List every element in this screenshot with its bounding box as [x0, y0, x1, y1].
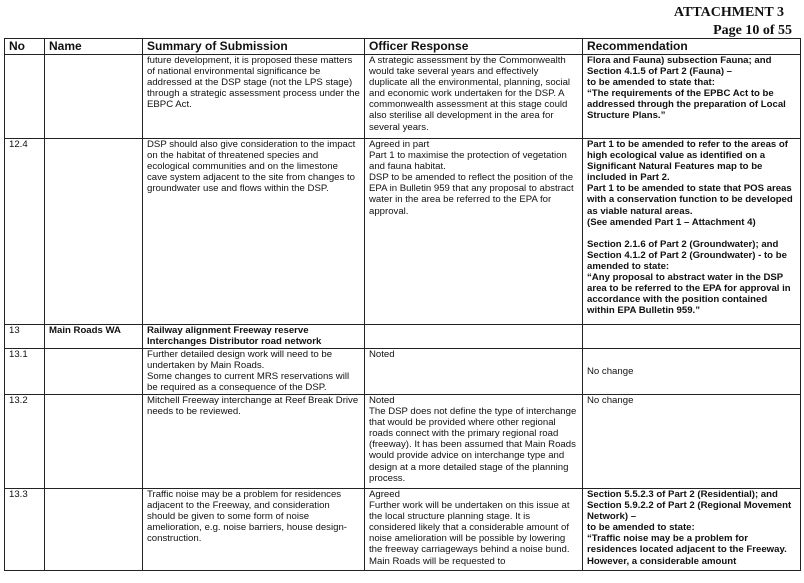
column-header-no: No	[5, 39, 45, 55]
summary-text: DSP should also give consideration to the impact on the habitat of threatened species and ecological communities and on the limestone cave system adjacent to the site from changes to groundwater use and flows within the DSP.	[147, 139, 356, 195]
row-no: 13.2	[5, 395, 45, 489]
summary-text: future development, it is proposed these matters of national environmental significance be addressed at the DSP stage (not the LPS stage) through a strategic assessment process under the EBPC Act.	[147, 55, 360, 111]
summary-text: Some changes to current MRS reservations will be required as a consequence of the DSP.	[147, 371, 350, 394]
row-summary	[143, 395, 365, 489]
row-recommendation	[583, 55, 801, 139]
row-no: 13	[5, 325, 45, 349]
recommendation-text: to be amended to state that:	[587, 77, 715, 89]
response-text: Noted	[369, 395, 395, 406]
table-row	[5, 139, 801, 325]
row-recommendation	[583, 349, 801, 395]
table-row	[5, 395, 801, 489]
recommendation-text: No change	[587, 395, 634, 406]
column-header-response: Officer Response	[365, 39, 583, 55]
recommendation-text: Flora and Fauna) subsection Fauna; and Section 4.1.5 of Part 2 (Fauna) –	[587, 55, 772, 78]
summary-text: Interchanges Distributor road network	[147, 336, 322, 348]
column-header-name: Name	[45, 39, 143, 55]
recommendation-text: to be amended to state:	[587, 522, 695, 534]
column-header-recommendation: Recommendation	[583, 39, 801, 55]
response-text: The DSP does not define the type of interchange that would be provided where other regional roads connect with the primary regional road (freeway). It has been assumed that Main Roads would provide advice on interchange type and design at a more detailed stage of the planning process.	[369, 406, 577, 484]
row-response	[365, 395, 583, 489]
attachment-label: ATTACHMENT 3	[673, 5, 784, 20]
response-text: DSP to be amended to reflect the position of the EPA in Bulletin 959 that any proposal to abstract water in the area be referred to the EPA for approval.	[369, 172, 574, 217]
submissions-table	[4, 38, 801, 571]
recommendation-text: Section 2.1.6 of Part 2 (Groundwater); and Section 4.1.2 of Part 2 (Groundwater) - to be amended to state:	[587, 238, 787, 272]
recommendation-text: (See amended Part 1 – Attachment 4)	[587, 216, 756, 228]
table-row	[5, 325, 801, 349]
row-response	[365, 55, 583, 139]
column-header-summary: Summary of Submission	[143, 39, 365, 55]
response-text: Agreed in part	[369, 139, 430, 150]
recommendation-text: Section 5.5.2.3 of Part 2 (Residential); and Section 5.9.2.2 of Part 2 (Regional Movement Network) –	[587, 489, 792, 523]
row-name	[45, 349, 143, 395]
row-no	[5, 55, 45, 139]
response-text: Further work will be undertaken on this issue at the local structure planning stage. It is considered likely that a considerable amount of noise amelioration will be possible by lowering the freeway carriageways behind a noise bund. Main Roads will be requested to	[369, 500, 570, 567]
recommendation-text: “Any proposal to abstract water in the DSP area to be referred to the EPA for approval in accordance with the position contained within EPA Bulletin 959.”	[587, 272, 791, 317]
recommendation-text: “Traffic noise may be a problem for residences located adjacent to the Freeway. However, a considerable amount	[587, 533, 787, 567]
row-recommendation	[583, 139, 801, 325]
row-recommendation	[583, 489, 801, 571]
row-name	[45, 395, 143, 489]
row-name	[45, 489, 143, 571]
row-recommendation	[583, 325, 801, 349]
row-no: 13.3	[5, 489, 45, 571]
response-text: A strategic assessment by the Commonwealth would take several years and effectively duplicate all the environmental, planning, social and economic work undertaken for the DSP. A commonwealth assessment at this stage could also sterilise all development in the area for several years.	[369, 55, 571, 133]
page-number: Page 10 of 55	[713, 23, 792, 38]
row-recommendation	[583, 395, 801, 489]
row-summary	[143, 489, 365, 571]
response-text: Part 1 to maximise the protection of vegetation and fauna habitat.	[369, 150, 567, 173]
table-row	[5, 55, 801, 139]
row-response	[365, 139, 583, 325]
summary-text: Further detailed design work will need to be undertaken by Main Roads.	[147, 349, 333, 372]
recommendation-text: “The requirements of the EPBC Act to be addressed through the preparation of Local Structure Plans.”	[587, 88, 786, 122]
table-header-row	[5, 39, 801, 55]
row-response	[365, 349, 583, 395]
row-summary	[143, 325, 365, 349]
response-text: Agreed	[369, 489, 400, 500]
row-summary	[143, 349, 365, 395]
row-no: 13.1	[5, 349, 45, 395]
recommendation-text: Part 1 to be amended to state that POS areas with a conservation function to be developed as viable natural areas.	[587, 183, 793, 217]
recommendation-text: Part 1 to be amended to refer to the areas of high ecological value as identified on a Significant Natural Features map to be included in Part 2.	[587, 139, 788, 184]
row-no: 12.4	[5, 139, 45, 325]
summary-text: Traffic noise may be a problem for residences adjacent to the Freeway, and consideration should be given to some form of noise amelioration, e.g. noise barriers, house design-construction.	[147, 489, 347, 545]
table-row	[5, 489, 801, 571]
recommendation-text: No change	[587, 365, 634, 377]
row-response	[365, 325, 583, 349]
row-name	[45, 55, 143, 139]
table-row	[5, 349, 801, 395]
row-name	[45, 139, 143, 325]
row-summary	[143, 55, 365, 139]
response-text: Noted	[369, 349, 395, 360]
summary-text: Mitchell Freeway interchange at Reef Break Drive needs to be reviewed.	[147, 395, 359, 418]
row-summary	[143, 139, 365, 325]
summary-text: Railway alignment Freeway reserve	[147, 325, 309, 336]
row-name: Main Roads WA	[45, 325, 143, 349]
row-response	[365, 489, 583, 571]
